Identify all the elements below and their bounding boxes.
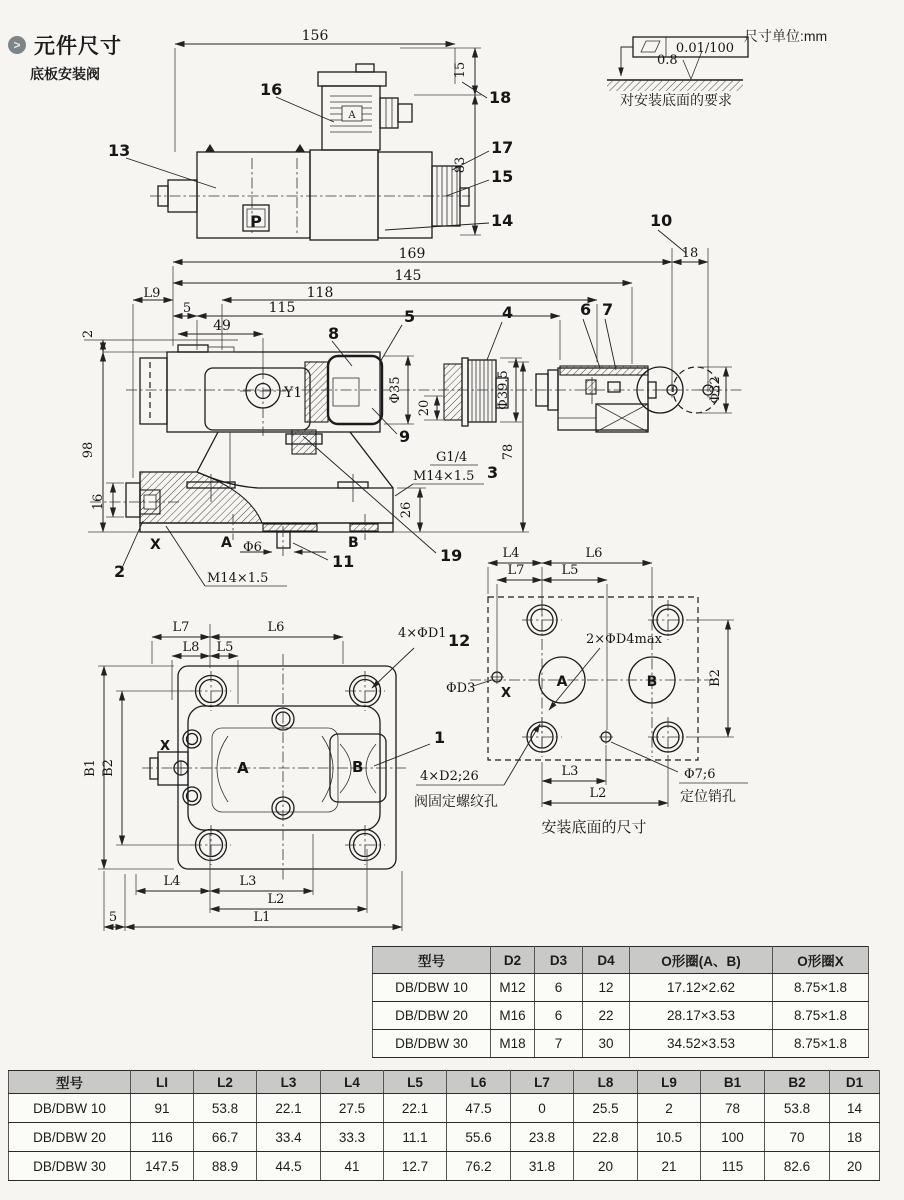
column-header: 型号 <box>9 1071 131 1094</box>
dim-label: L1 <box>253 910 271 925</box>
dim-label: 98 <box>81 441 96 459</box>
dim-label: Φ6 <box>243 540 262 555</box>
dim-label: 83 <box>453 156 468 174</box>
dim-label: M14×1.5 <box>207 571 269 586</box>
dim-label: 169 <box>398 246 426 262</box>
dim-label: L4 <box>163 874 181 889</box>
table-cell: DB/DBW 20 <box>9 1123 131 1152</box>
callout-label: B <box>352 758 364 776</box>
table-cell: DB/DBW 10 <box>373 974 491 1002</box>
dim-label: 安装底面的尺寸 <box>541 818 647 836</box>
column-header: D1 <box>830 1071 880 1094</box>
callout-label: X <box>160 739 171 754</box>
table-cell: 91 <box>131 1094 194 1123</box>
callout-label: B <box>646 674 658 690</box>
dim-label: 16 <box>91 493 106 511</box>
table-row <box>9 1123 880 1152</box>
table-cell: 78 <box>701 1094 765 1123</box>
table-cell: 25.5 <box>574 1094 638 1123</box>
dim-label: B2 <box>708 669 723 687</box>
callout-label: 11 <box>332 552 355 571</box>
dim-label: L3 <box>561 764 579 779</box>
dim-label: Φ32 <box>708 376 723 404</box>
table-cell: 12 <box>583 974 630 1002</box>
dim-label: L6 <box>267 620 285 635</box>
table-cell: 30 <box>583 1030 630 1058</box>
table-cell: 12.7 <box>384 1152 447 1181</box>
dimension-table <box>8 1070 880 1181</box>
table-cell: 55.6 <box>447 1123 511 1152</box>
table-cell: 8.75×1.8 <box>773 1030 869 1058</box>
table-cell: 21 <box>638 1152 701 1181</box>
oring-table-header-row <box>373 947 869 974</box>
table-cell: 22.1 <box>257 1094 321 1123</box>
callout-label: B <box>348 535 359 551</box>
column-header: L4 <box>321 1071 384 1094</box>
callout-label: 13 <box>108 141 131 160</box>
callout-label: 10 <box>650 211 673 230</box>
table-cell: 10.5 <box>638 1123 701 1152</box>
dim-label: 2 <box>81 329 96 339</box>
table-cell: 53.8 <box>194 1094 257 1123</box>
table-cell: DB/DBW 30 <box>9 1152 131 1181</box>
column-header: D3 <box>535 947 583 974</box>
dim-label: L3 <box>239 874 257 889</box>
assembly-view-labels <box>81 211 723 586</box>
surface-requirement-labels <box>620 41 734 109</box>
table-row <box>9 1094 880 1123</box>
table-cell: DB/DBW 30 <box>373 1030 491 1058</box>
callout-label: P <box>250 212 262 231</box>
dim-label: 15 <box>453 61 468 79</box>
dim-label: L8 <box>182 640 200 655</box>
callout-label: 19 <box>440 546 463 565</box>
table-cell: 31.8 <box>511 1152 574 1181</box>
table-cell: 22 <box>583 1002 630 1030</box>
table-cell: DB/DBW 10 <box>9 1094 131 1123</box>
table-cell: 53.8 <box>765 1094 830 1123</box>
dim-label: Φ35 <box>388 376 403 404</box>
dimension-table-header-row <box>9 1071 880 1094</box>
table-cell: 7 <box>535 1030 583 1058</box>
dim-label: L5 <box>216 640 234 655</box>
dim-label: L7 <box>507 563 525 578</box>
table-cell: 18 <box>830 1123 880 1152</box>
dim-label: 对安装底面的要求 <box>620 93 732 109</box>
table-cell: 147.5 <box>131 1152 194 1181</box>
table-cell: 115 <box>701 1152 765 1181</box>
table-cell: 82.6 <box>765 1152 830 1181</box>
table-cell: 20 <box>830 1152 880 1181</box>
dim-label: Φ7;6 <box>684 767 716 782</box>
dim-label: A <box>348 110 356 121</box>
callout-label: 5 <box>404 307 416 326</box>
table-row <box>373 1002 869 1030</box>
dim-label: B1 <box>83 759 98 777</box>
callout-label: X <box>501 686 512 701</box>
column-header: 型号 <box>373 947 491 974</box>
table-cell: 0 <box>511 1094 574 1123</box>
table-cell: 22.8 <box>574 1123 638 1152</box>
callout-label: 1 <box>434 728 446 747</box>
column-header: B2 <box>765 1071 830 1094</box>
table-cell: M16 <box>491 1002 535 1030</box>
dim-label: 阀固定螺纹孔 <box>414 794 498 810</box>
callout-label: 3 <box>487 463 499 482</box>
table-cell: 23.8 <box>511 1123 574 1152</box>
dim-label: 20 <box>417 399 432 417</box>
table-cell: M12 <box>491 974 535 1002</box>
table-cell: 33.3 <box>321 1123 384 1152</box>
dim-label: L7 <box>172 620 190 635</box>
table-cell: 47.5 <box>447 1094 511 1123</box>
dim-label: Φ39.5 <box>496 370 511 410</box>
callout-label: 7 <box>602 300 614 319</box>
column-header: L3 <box>257 1071 321 1094</box>
table-cell: 44.5 <box>257 1152 321 1181</box>
dim-label: 156 <box>301 28 329 44</box>
table-cell: 2 <box>638 1094 701 1123</box>
table-cell: 27.5 <box>321 1094 384 1123</box>
dim-label: 0.8 <box>657 53 678 68</box>
table-cell: 76.2 <box>447 1152 511 1181</box>
table-row <box>373 1030 869 1058</box>
table-cell: 6 <box>535 974 583 1002</box>
column-header: L9 <box>638 1071 701 1094</box>
dim-label: 78 <box>501 443 516 461</box>
dim-label: 145 <box>394 268 422 284</box>
dim-label: 0.01/100 <box>675 41 735 56</box>
column-header: LI <box>131 1071 194 1094</box>
callout-label: 9 <box>399 427 411 446</box>
solenoid-view <box>126 44 489 240</box>
column-header: L7 <box>511 1071 574 1094</box>
dim-label: L4 <box>502 546 520 561</box>
table-cell: 33.4 <box>257 1123 321 1152</box>
table-cell: 66.7 <box>194 1123 257 1152</box>
table-cell: 11.1 <box>384 1123 447 1152</box>
column-header: D2 <box>491 947 535 974</box>
column-header: L5 <box>384 1071 447 1094</box>
top-view <box>98 624 430 931</box>
callout-label: 12 <box>448 631 471 650</box>
callout-label: 2 <box>114 562 126 581</box>
unit-note: 尺寸单位:mm <box>744 28 828 44</box>
column-header: L6 <box>447 1071 511 1094</box>
table-cell: 34.52×3.53 <box>630 1030 773 1058</box>
dim-label: 26 <box>399 501 414 519</box>
callout-label: 6 <box>580 300 592 319</box>
dim-label: 18 <box>681 246 699 261</box>
column-header: D4 <box>583 947 630 974</box>
dim-label: L6 <box>585 546 603 561</box>
dim-label: L9 <box>143 286 161 301</box>
callout-label: 15 <box>491 167 514 186</box>
dim-label: L2 <box>267 892 285 907</box>
table-cell: 70 <box>765 1123 830 1152</box>
table-cell: DB/DBW 20 <box>373 1002 491 1030</box>
dim-label: 4×D2;26 <box>420 769 479 784</box>
table-cell: 88.9 <box>194 1152 257 1181</box>
column-header: L8 <box>574 1071 638 1094</box>
callout-label: 4 <box>502 303 514 322</box>
column-header: O形圈X <box>773 947 869 974</box>
column-header: O形圈(A、B) <box>630 947 773 974</box>
callout-label: 8 <box>328 324 340 343</box>
page-subtitle: 底板安装阀 <box>30 66 100 82</box>
dim-label: 49 <box>213 318 231 334</box>
dim-label: M14×1.5 <box>413 469 475 484</box>
table-cell: 100 <box>701 1123 765 1152</box>
table-cell: 22.1 <box>384 1094 447 1123</box>
table-cell: 17.12×2.62 <box>630 974 773 1002</box>
table-cell: 8.75×1.8 <box>773 1002 869 1030</box>
dim-label: 4×ΦD1 <box>398 626 447 641</box>
callout-label: A <box>556 674 568 690</box>
dim-label: 2×ΦD4max <box>586 632 662 647</box>
callout-label: A <box>221 535 232 551</box>
table-row <box>9 1152 880 1181</box>
table-cell: 20 <box>574 1152 638 1181</box>
dim-label: L2 <box>589 786 607 801</box>
dim-label: G1/4 <box>436 450 468 465</box>
dim-label: 118 <box>306 285 334 301</box>
table-cell: 116 <box>131 1123 194 1152</box>
dim-label: 定位销孔 <box>680 789 736 805</box>
table-cell: M18 <box>491 1030 535 1058</box>
callout-label: A <box>237 759 249 777</box>
mounting-face-labels <box>414 546 736 836</box>
dim-label: 5 <box>182 301 192 316</box>
table-cell: 14 <box>830 1094 880 1123</box>
callout-label: 18 <box>489 88 512 107</box>
callout-label: X <box>150 537 161 553</box>
table-cell: 6 <box>535 1002 583 1030</box>
dim-label: B2 <box>101 759 116 777</box>
oring-table <box>372 946 869 1058</box>
callout-label: 16 <box>260 80 283 99</box>
column-header: B1 <box>701 1071 765 1094</box>
column-header: L2 <box>194 1071 257 1094</box>
dim-label: L5 <box>561 563 579 578</box>
dim-label: 5 <box>108 910 118 925</box>
table-cell: 41 <box>321 1152 384 1181</box>
callout-label: 17 <box>491 138 514 157</box>
dim-label: ΦD3 <box>446 681 476 696</box>
dim-label: Y1 <box>284 385 303 401</box>
callout-label: 14 <box>491 211 514 230</box>
page-title: 元件尺寸 <box>34 35 122 58</box>
table-row <box>373 974 869 1002</box>
dim-label: 115 <box>268 300 296 316</box>
section-bullet-icon: > <box>8 36 26 54</box>
table-cell: 28.17×3.53 <box>630 1002 773 1030</box>
table-cell: 8.75×1.8 <box>773 974 869 1002</box>
